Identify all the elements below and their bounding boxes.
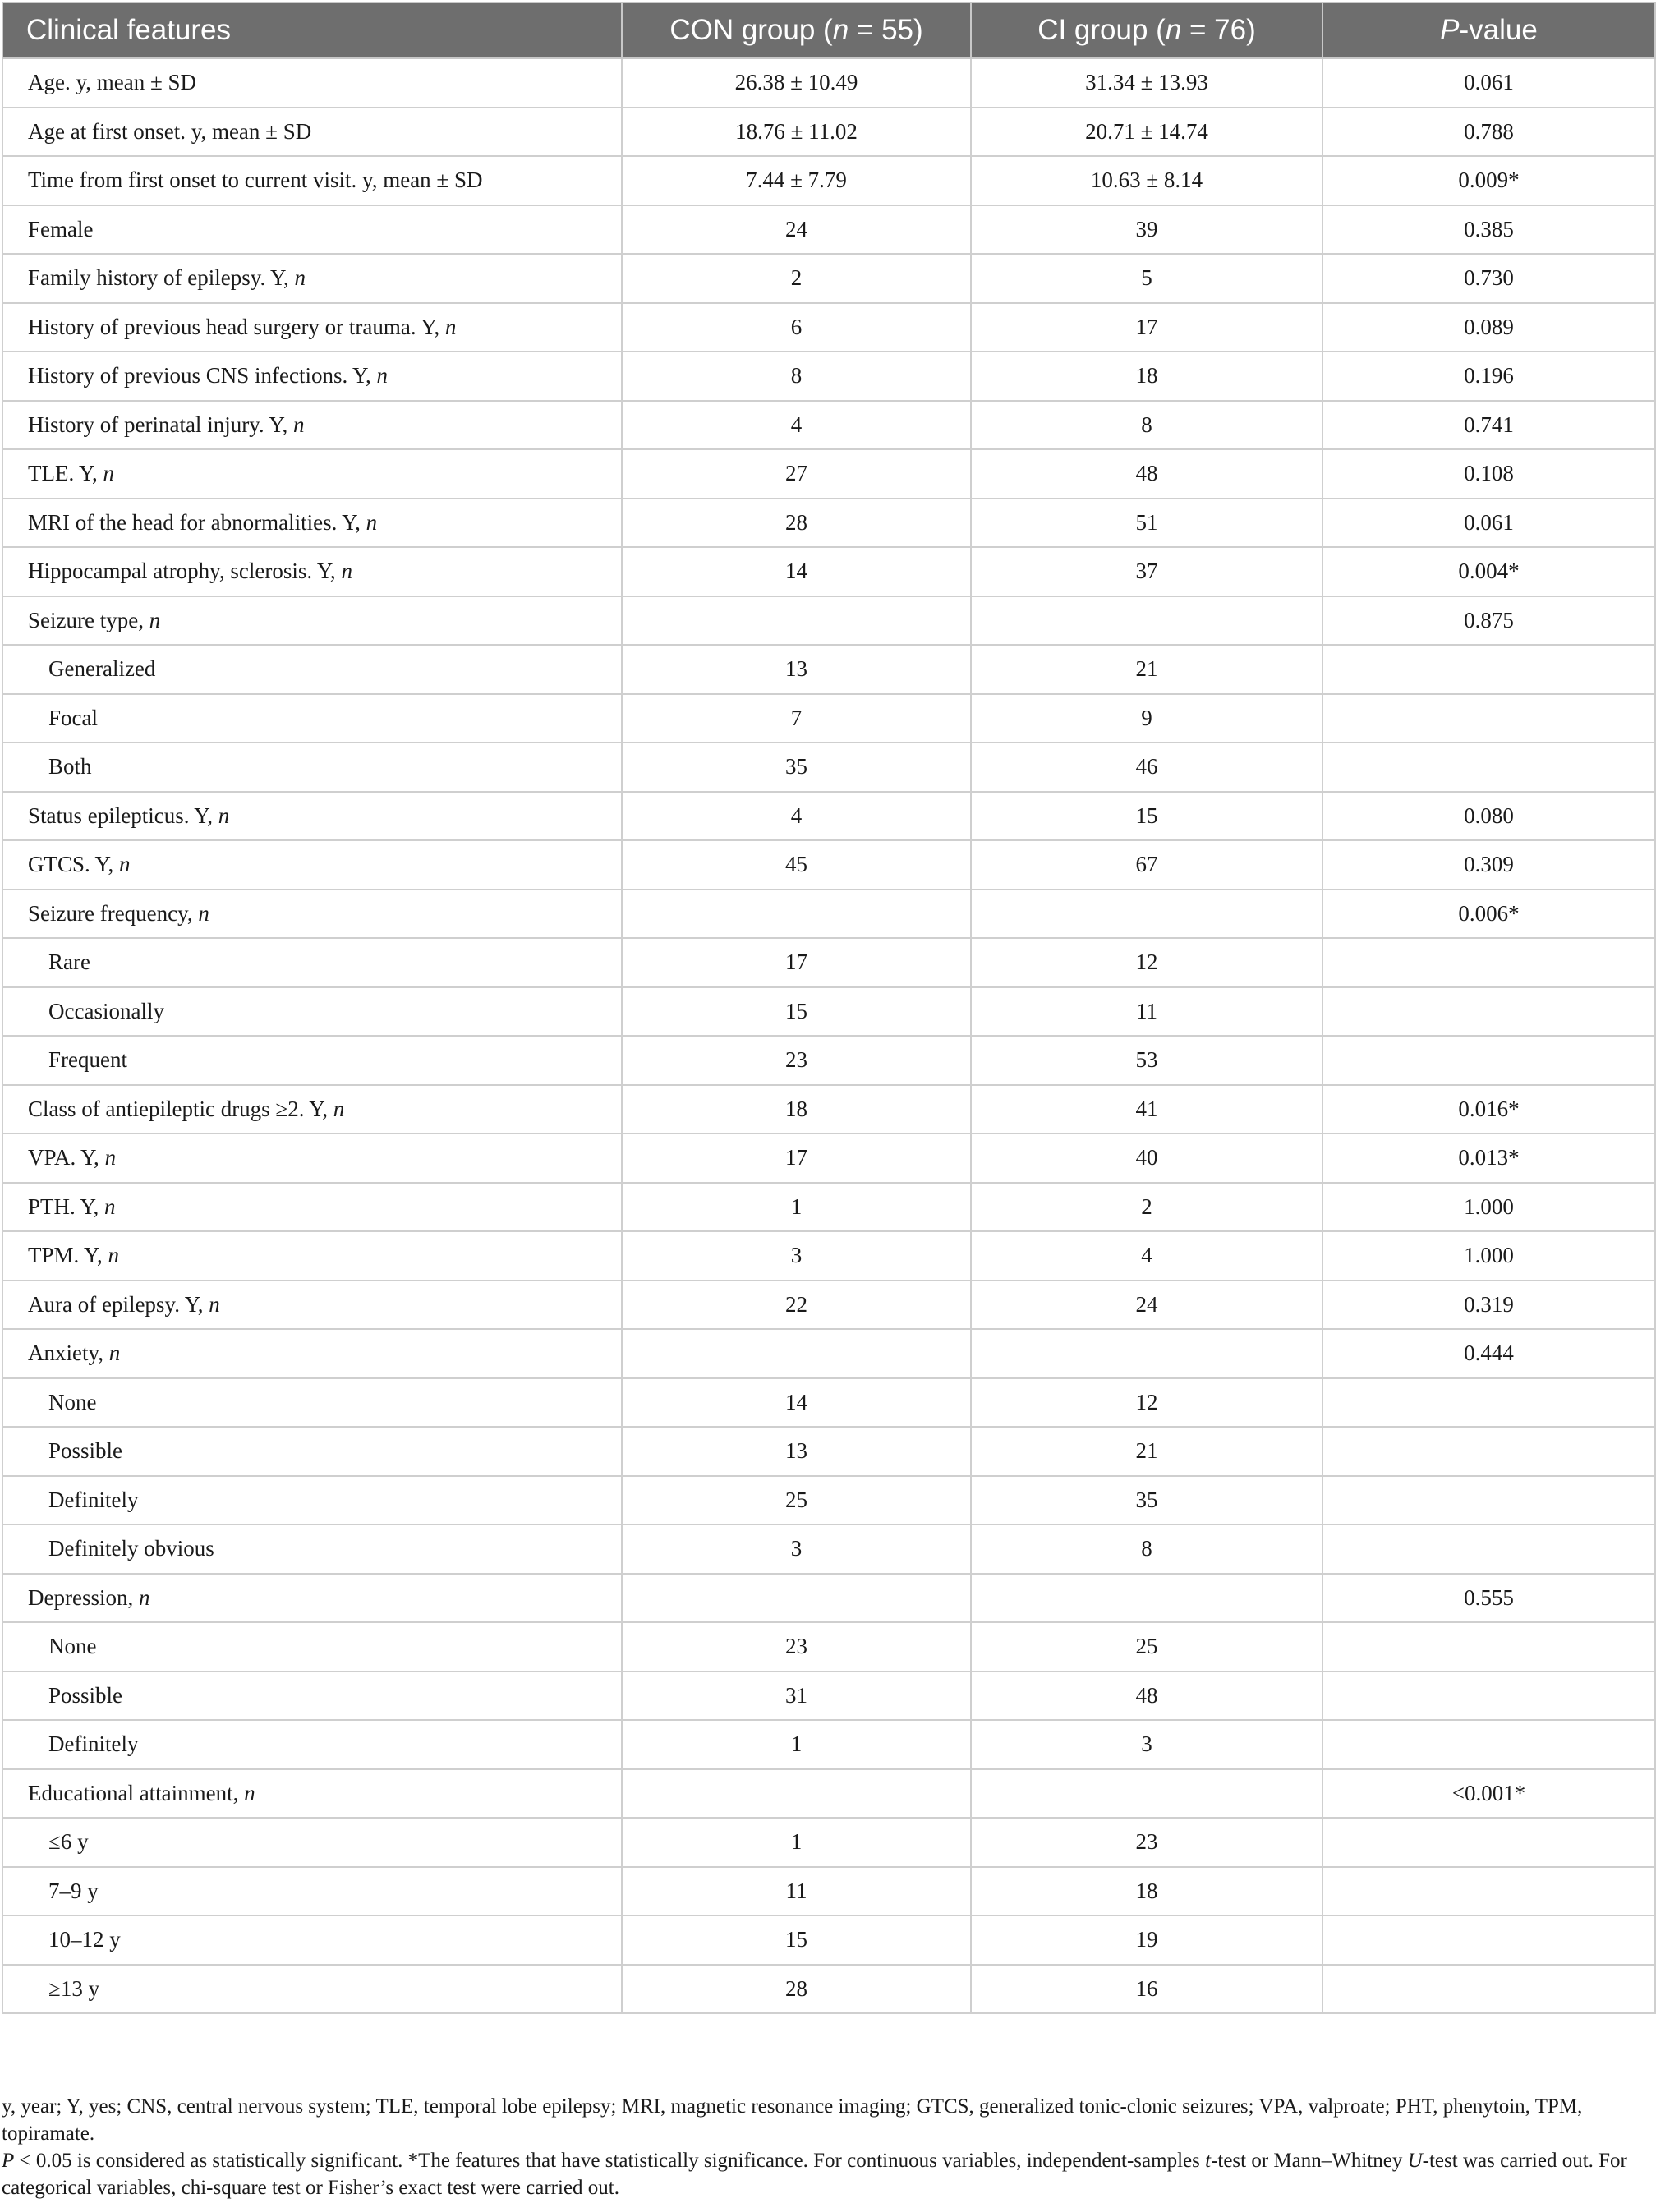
table-row xyxy=(2,645,1655,694)
p-value: <0.001* xyxy=(1322,1769,1655,1819)
table-row xyxy=(2,1329,1655,1378)
feature-n-symbol: n xyxy=(294,265,306,291)
header-ci-suffix: = 76) xyxy=(1181,14,1256,46)
table-row xyxy=(2,1720,1655,1769)
p-value xyxy=(1322,1524,1655,1574)
con-group-value: 25 xyxy=(622,1476,971,1525)
ci-group-value xyxy=(971,1769,1322,1819)
con-group-value: 7 xyxy=(622,694,971,743)
feature-cell xyxy=(2,645,622,694)
feature-label: Both xyxy=(48,754,92,779)
p-value xyxy=(1322,743,1655,792)
ci-group-value: 39 xyxy=(971,205,1322,255)
feature-cell xyxy=(2,1574,622,1623)
con-group-value: 35 xyxy=(622,743,971,792)
feature-cell xyxy=(2,743,622,792)
con-group-value: 14 xyxy=(622,1378,971,1428)
feature-n-symbol: n xyxy=(104,1145,117,1170)
table-row xyxy=(2,254,1655,303)
con-group-value: 23 xyxy=(622,1622,971,1672)
p-value xyxy=(1322,1427,1655,1476)
ci-group-value: 11 xyxy=(971,987,1322,1037)
feature-label: Frequent xyxy=(48,1047,127,1073)
feature-cell xyxy=(2,890,622,939)
feature-n-symbol: n xyxy=(104,1193,116,1219)
p-value: 0.741 xyxy=(1322,401,1655,450)
ci-group-value: 10.63 ± 8.14 xyxy=(971,156,1322,205)
footnote-u-symbol: U xyxy=(1407,2150,1423,2172)
feature-label: History of previous CNS infections. Y, xyxy=(28,363,377,389)
p-value xyxy=(1322,694,1655,743)
feature-cell xyxy=(2,58,622,108)
feature-cell xyxy=(2,1867,622,1916)
ci-group-value: 31.34 ± 13.93 xyxy=(971,58,1322,108)
feature-label: Definitely obvious xyxy=(48,1536,214,1561)
feature-label: Possible xyxy=(48,1438,123,1464)
feature-cell xyxy=(2,1965,622,2014)
table-row xyxy=(2,1427,1655,1476)
ci-group-value xyxy=(971,890,1322,939)
footnote-t-symbol: t xyxy=(1205,2150,1212,2172)
feature-label: Possible xyxy=(48,1682,123,1708)
p-value: 0.009* xyxy=(1322,156,1655,205)
ci-group-value: 41 xyxy=(971,1085,1322,1134)
feature-n-symbol: n xyxy=(292,412,305,437)
p-value: 0.016* xyxy=(1322,1085,1655,1134)
footnote-significance xyxy=(2,2147,1653,2201)
ci-group-value: 20.71 ± 14.74 xyxy=(971,108,1322,157)
con-group-value: 17 xyxy=(622,938,971,987)
feature-cell xyxy=(2,1818,622,1867)
feature-label: GTCS. Y, xyxy=(28,852,120,877)
feature-cell xyxy=(2,596,622,646)
ci-group-value xyxy=(971,1329,1322,1378)
table-row xyxy=(2,1622,1655,1672)
table-row xyxy=(2,987,1655,1037)
table-row xyxy=(2,401,1655,450)
p-value xyxy=(1322,1915,1655,1965)
feature-label: PTH. Y, xyxy=(28,1193,105,1219)
table-row xyxy=(2,499,1655,548)
header-ci-prefix: CI group ( xyxy=(1037,14,1166,46)
feature-cell xyxy=(2,401,622,450)
footnote-abbreviations: y, year; Y, yes; CNS, central nervous system; TLE, temporal lobe epilepsy; MRI, magnetic resonance imaging; GTCS, generalized tonic-clonic seizures; VPA, valproate; PHT, phenytoin, TPM, topiramate. xyxy=(2,2095,1583,2145)
p-value: 0.555 xyxy=(1322,1574,1655,1623)
con-group-value: 23 xyxy=(622,1036,971,1085)
p-value xyxy=(1322,1622,1655,1672)
feature-label: Rare xyxy=(48,950,90,975)
table-row xyxy=(2,1769,1655,1819)
con-group-value: 4 xyxy=(622,792,971,841)
feature-label: 10–12 y xyxy=(48,1927,121,1952)
table-body xyxy=(2,58,1655,2013)
feature-n-symbol: n xyxy=(108,1341,121,1366)
feature-n-symbol: n xyxy=(209,1291,220,1317)
ci-group-value: 3 xyxy=(971,1720,1322,1769)
p-value: 0.444 xyxy=(1322,1329,1655,1378)
ci-group-value: 12 xyxy=(971,1378,1322,1428)
con-group-value: 7.44 ± 7.79 xyxy=(622,156,971,205)
feature-cell xyxy=(2,840,622,890)
ci-group-value: 23 xyxy=(971,1818,1322,1867)
con-group-value: 14 xyxy=(622,547,971,596)
con-group-value: 13 xyxy=(622,1427,971,1476)
feature-label: Age. y, mean ± SD xyxy=(28,70,197,95)
feature-cell xyxy=(2,1524,622,1574)
header-ci-group xyxy=(971,2,1322,58)
con-group-value: 15 xyxy=(622,1915,971,1965)
p-value xyxy=(1322,645,1655,694)
feature-n-symbol: n xyxy=(333,1096,345,1121)
feature-label: Generalized xyxy=(48,656,156,682)
feature-cell xyxy=(2,987,622,1037)
feature-n-symbol: n xyxy=(149,607,161,632)
ci-group-value: 2 xyxy=(971,1183,1322,1232)
con-group-value: 13 xyxy=(622,645,971,694)
feature-cell xyxy=(2,1231,622,1281)
table-row xyxy=(2,1818,1655,1867)
ci-group-value: 5 xyxy=(971,254,1322,303)
feature-label: Seizure type, xyxy=(28,607,150,632)
table-row xyxy=(2,1965,1655,2014)
feature-cell xyxy=(2,1329,622,1378)
feature-n-symbol: n xyxy=(341,559,352,584)
header-con-suffix: = 55) xyxy=(849,14,923,46)
feature-n-symbol: n xyxy=(218,802,230,828)
feature-label: History of perinatal injury. Y, xyxy=(28,412,293,437)
ci-group-value: 40 xyxy=(971,1134,1322,1183)
feature-cell xyxy=(2,1622,622,1672)
header-con-prefix: CON group ( xyxy=(669,14,833,46)
con-group-value: 18 xyxy=(622,1085,971,1134)
con-group-value: 17 xyxy=(622,1134,971,1183)
con-group-value: 45 xyxy=(622,840,971,890)
table-row xyxy=(2,1036,1655,1085)
con-group-value: 24 xyxy=(622,205,971,255)
table-row xyxy=(2,1378,1655,1428)
con-group-value: 6 xyxy=(622,303,971,352)
ci-group-value: 24 xyxy=(971,1281,1322,1330)
footnote-significance-part1: < 0.05 is considered as statistically significant. *The features that have statistically significance. For continuous variables, independent-samples xyxy=(14,2150,1206,2172)
table-row xyxy=(2,792,1655,841)
ci-group-value: 53 xyxy=(971,1036,1322,1085)
con-group-value: 1 xyxy=(622,1818,971,1867)
feature-n-symbol: n xyxy=(244,1780,255,1805)
con-group-value: 8 xyxy=(622,352,971,401)
con-group-value: 3 xyxy=(622,1524,971,1574)
p-value: 0.061 xyxy=(1322,58,1655,108)
con-group-value: 18.76 ± 11.02 xyxy=(622,108,971,157)
feature-label: Focal xyxy=(48,705,98,730)
table-row xyxy=(2,108,1655,157)
p-value xyxy=(1322,1720,1655,1769)
con-group-value xyxy=(622,1329,971,1378)
feature-label: Occasionally xyxy=(48,998,164,1023)
p-value xyxy=(1322,987,1655,1037)
ci-group-value: 17 xyxy=(971,303,1322,352)
con-group-value: 1 xyxy=(622,1183,971,1232)
ci-group-value: 21 xyxy=(971,1427,1322,1476)
con-group-value xyxy=(622,596,971,646)
ci-group-value: 48 xyxy=(971,449,1322,499)
ci-group-value: 25 xyxy=(971,1622,1322,1672)
feature-label: Depression, xyxy=(28,1584,139,1610)
feature-cell xyxy=(2,499,622,548)
feature-cell xyxy=(2,108,622,157)
feature-n-symbol: n xyxy=(366,509,378,535)
con-group-value: 26.38 ± 10.49 xyxy=(622,58,971,108)
p-value: 0.013* xyxy=(1322,1134,1655,1183)
feature-label: Class of antiepileptic drugs ≥2. Y, xyxy=(28,1096,334,1121)
table-row xyxy=(2,1085,1655,1134)
feature-cell xyxy=(2,205,622,255)
feature-cell xyxy=(2,1134,622,1183)
ci-group-value: 8 xyxy=(971,401,1322,450)
p-value: 0.875 xyxy=(1322,596,1655,646)
table-row xyxy=(2,890,1655,939)
p-value: 1.000 xyxy=(1322,1183,1655,1232)
p-value: 0.006* xyxy=(1322,890,1655,939)
ci-group-value: 4 xyxy=(971,1231,1322,1281)
ci-group-value: 35 xyxy=(971,1476,1322,1525)
feature-label: MRI of the head for abnormalities. Y, xyxy=(28,509,366,535)
table-row xyxy=(2,205,1655,255)
ci-group-value: 46 xyxy=(971,743,1322,792)
feature-label: Age at first onset. y, mean ± SD xyxy=(28,118,312,144)
feature-cell xyxy=(2,303,622,352)
feature-label: ≤6 y xyxy=(48,1829,89,1855)
feature-cell xyxy=(2,694,622,743)
p-value: 1.000 xyxy=(1322,1231,1655,1281)
table-footnotes xyxy=(2,2093,1653,2201)
feature-cell xyxy=(2,1281,622,1330)
table-row xyxy=(2,694,1655,743)
ci-group-value: 37 xyxy=(971,547,1322,596)
p-value: 0.196 xyxy=(1322,352,1655,401)
table-row xyxy=(2,1524,1655,1574)
feature-cell xyxy=(2,254,622,303)
con-group-value: 3 xyxy=(622,1231,971,1281)
feature-n-symbol: n xyxy=(198,900,209,926)
feature-n-symbol: n xyxy=(108,1243,120,1268)
feature-cell xyxy=(2,938,622,987)
feature-cell xyxy=(2,449,622,499)
feature-label: ≥13 y xyxy=(48,1975,100,2001)
footnote-significance-part3: -test was carried out. For categorical variables, chi-square test or Fisher’s exact test were carried out. xyxy=(2,2150,1627,2199)
con-group-value xyxy=(622,1574,971,1623)
con-group-value xyxy=(622,890,971,939)
p-value: 0.730 xyxy=(1322,254,1655,303)
clinical-features-table xyxy=(2,2,1656,2014)
con-group-value: 15 xyxy=(622,987,971,1037)
con-group-value: 11 xyxy=(622,1867,971,1916)
p-value xyxy=(1322,1378,1655,1428)
con-group-value: 27 xyxy=(622,449,971,499)
feature-label: None xyxy=(48,1389,97,1414)
ci-group-value: 9 xyxy=(971,694,1322,743)
p-value: 0.080 xyxy=(1322,792,1655,841)
p-value: 0.385 xyxy=(1322,205,1655,255)
table-row xyxy=(2,1183,1655,1232)
p-value xyxy=(1322,1867,1655,1916)
feature-label: TLE. Y, xyxy=(28,461,104,486)
table-row xyxy=(2,547,1655,596)
table-row xyxy=(2,743,1655,792)
con-group-value: 28 xyxy=(622,1965,971,2014)
p-value: 0.004* xyxy=(1322,547,1655,596)
feature-cell xyxy=(2,156,622,205)
table-row xyxy=(2,1476,1655,1525)
p-value xyxy=(1322,1965,1655,2014)
feature-n-symbol: n xyxy=(138,1584,150,1610)
feature-label: Female xyxy=(28,216,94,241)
feature-cell xyxy=(2,1183,622,1232)
con-group-value: 28 xyxy=(622,499,971,548)
feature-label: TPM. Y, xyxy=(28,1243,108,1268)
feature-label: VPA. Y, xyxy=(28,1145,105,1170)
feature-label: None xyxy=(48,1634,97,1659)
feature-n-symbol: n xyxy=(376,363,388,389)
p-value: 0.089 xyxy=(1322,303,1655,352)
con-group-value xyxy=(622,1769,971,1819)
ci-group-value: 15 xyxy=(971,792,1322,841)
table-header-row xyxy=(2,2,1655,58)
ci-group-value: 21 xyxy=(971,645,1322,694)
feature-cell xyxy=(2,1036,622,1085)
feature-label: Definitely xyxy=(48,1487,139,1512)
feature-cell xyxy=(2,547,622,596)
table-row xyxy=(2,840,1655,890)
feature-cell xyxy=(2,1672,622,1721)
feature-label: 7–9 y xyxy=(48,1878,99,1903)
con-group-value: 31 xyxy=(622,1672,971,1721)
feature-label: Educational attainment, xyxy=(28,1780,245,1805)
con-group-value: 2 xyxy=(622,254,971,303)
ci-group-value xyxy=(971,596,1322,646)
table-row xyxy=(2,58,1655,108)
con-group-value: 1 xyxy=(622,1720,971,1769)
p-value xyxy=(1322,938,1655,987)
p-value xyxy=(1322,1818,1655,1867)
feature-cell xyxy=(2,1085,622,1134)
ci-group-value: 16 xyxy=(971,1965,1322,2014)
p-value: 0.788 xyxy=(1322,108,1655,157)
con-group-value: 4 xyxy=(622,401,971,450)
table-row xyxy=(2,303,1655,352)
p-value xyxy=(1322,1476,1655,1525)
p-value xyxy=(1322,1672,1655,1721)
p-value: 0.061 xyxy=(1322,499,1655,548)
ci-group-value: 19 xyxy=(971,1915,1322,1965)
feature-label: Definitely xyxy=(48,1731,139,1757)
feature-label: Status epilepticus. Y, xyxy=(28,802,218,828)
feature-label: Anxiety, xyxy=(28,1341,109,1366)
feature-cell xyxy=(2,1476,622,1525)
header-con-group xyxy=(622,2,971,58)
feature-cell xyxy=(2,1378,622,1428)
feature-label: Hippocampal atrophy, sclerosis. Y, xyxy=(28,559,342,584)
ci-group-value: 18 xyxy=(971,1867,1322,1916)
table-row xyxy=(2,1134,1655,1183)
ci-group-value: 51 xyxy=(971,499,1322,548)
ci-group-value: 67 xyxy=(971,840,1322,890)
header-clinical-features: Clinical features xyxy=(2,2,622,58)
table-row xyxy=(2,1867,1655,1916)
table-row xyxy=(2,1574,1655,1623)
con-group-value: 22 xyxy=(622,1281,971,1330)
feature-label: Seizure frequency, xyxy=(28,900,199,926)
ci-group-value: 48 xyxy=(971,1672,1322,1721)
feature-label: Time from first onset to current visit. y, mean ± SD xyxy=(28,168,483,193)
ci-group-value xyxy=(971,1574,1322,1623)
table-row xyxy=(2,938,1655,987)
table-row xyxy=(2,156,1655,205)
header-ci-n: n xyxy=(1165,14,1182,46)
feature-cell xyxy=(2,1427,622,1476)
table-row xyxy=(2,1915,1655,1965)
feature-n-symbol: n xyxy=(119,852,131,877)
feature-cell xyxy=(2,1720,622,1769)
p-value: 0.319 xyxy=(1322,1281,1655,1330)
p-value: 0.108 xyxy=(1322,449,1655,499)
table-row xyxy=(2,1231,1655,1281)
table-row xyxy=(2,1672,1655,1721)
header-p-suffix: -value xyxy=(1459,14,1538,46)
header-p-value xyxy=(1322,2,1655,58)
header-p-symbol: P xyxy=(1440,14,1460,46)
header-con-n: n xyxy=(832,14,849,46)
feature-cell xyxy=(2,1915,622,1965)
table-row xyxy=(2,1281,1655,1330)
table-row xyxy=(2,449,1655,499)
feature-n-symbol: n xyxy=(444,314,457,339)
feature-cell xyxy=(2,792,622,841)
feature-cell xyxy=(2,1769,622,1819)
ci-group-value: 8 xyxy=(971,1524,1322,1574)
feature-label: Aura of epilepsy. Y, xyxy=(28,1291,209,1317)
feature-label: Family history of epilepsy. Y, xyxy=(28,265,295,291)
footnote-p-symbol: P xyxy=(2,2150,15,2172)
feature-n-symbol: n xyxy=(103,461,114,486)
ci-group-value: 18 xyxy=(971,352,1322,401)
p-value: 0.309 xyxy=(1322,840,1655,890)
feature-cell xyxy=(2,352,622,401)
p-value xyxy=(1322,1036,1655,1085)
table-row xyxy=(2,352,1655,401)
table-row xyxy=(2,596,1655,646)
feature-label: History of previous head surgery or trauma. Y, xyxy=(28,314,445,339)
footnote-significance-part2: -test or Mann–Whitney xyxy=(1211,2150,1408,2172)
ci-group-value: 12 xyxy=(971,938,1322,987)
